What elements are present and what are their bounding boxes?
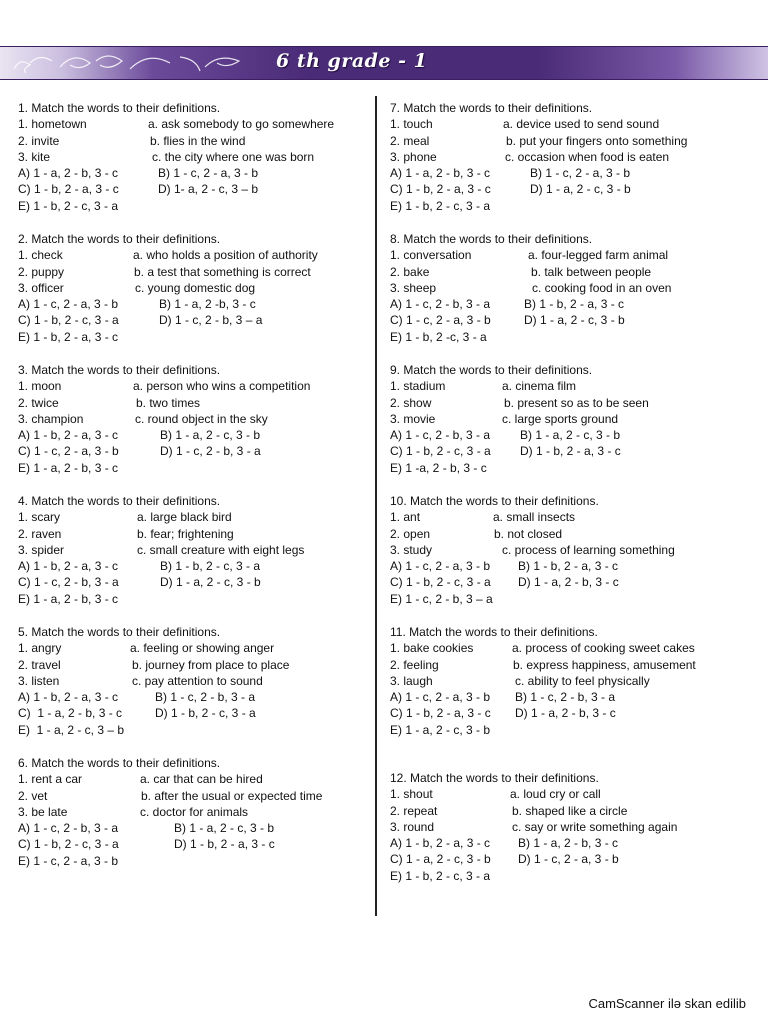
answer-option: C) 1 - b, 2 - a, 3 - c [18,182,119,197]
word-item: 2. twice [18,395,59,410]
match-row [18,247,370,263]
answer-option-row [390,689,760,705]
match-row [18,378,370,394]
definition-item: a. small insects [493,510,576,525]
answer-option: C) 1 - b, 2 - a, 3 - c [390,706,491,721]
question-heading [18,755,370,771]
question-heading [18,100,370,116]
column-divider [375,96,377,916]
question-block [390,770,760,901]
word-item: 3. laugh [390,673,433,688]
word-item: 3. phone [390,149,437,164]
word-item: 1. stadium [390,379,446,394]
left-column [18,100,370,886]
answer-option: C) 1 - c, 2 - a, 3 - b [18,444,119,459]
match-row [18,804,370,820]
word-item: 2. open [390,526,431,541]
match-row [390,411,760,427]
answer-option: B) 1 - a, 2 - c, 3 - b [174,821,275,836]
answer-option: E) 1 -a, 2 - b, 3 - c [390,460,487,475]
match-row [390,395,760,411]
question-heading [18,362,370,378]
definition-item: c. process of learning something [502,542,675,557]
definition-item: b. not closed [494,526,563,541]
floral-ornament-icon [0,47,300,79]
match-row [390,280,760,296]
definition-item: b. present so as to be seen [504,395,649,410]
match-row [18,264,370,280]
definition-item: b. express happiness, amusement [513,657,696,672]
answer-option: A) 1 - a, 2 - b, 3 - c [18,166,119,181]
match-row [390,673,760,689]
match-row [18,640,370,656]
question-heading [390,624,760,640]
match-row [18,509,370,525]
answer-option: B) 1 - a, 2 - b, 3 - c [518,836,619,851]
answer-option: A) 1 - c, 2 - a, 3 - b [390,690,491,705]
definition-item: a. loud cry or call [510,787,601,802]
answer-option: D) 1 - c, 2 - b, 3 – a [159,313,263,328]
answer-option: E) 1 - b, 2 - a, 3 - c [18,329,119,344]
answer-option: A) 1 - b, 2 - a, 3 - c [18,559,119,574]
answer-option-row [390,835,760,851]
definition-item: c. occasion when food is eaten [505,149,670,164]
answer-option: B) 1 - a, 2 - c, 3 - b [520,428,621,443]
match-row [390,509,760,525]
answer-option-row [18,722,370,738]
question-heading [390,231,760,247]
match-row [18,280,370,296]
match-row [18,133,370,149]
answer-option-row [18,165,370,181]
answer-option: D) 1 - c, 2 - a, 3 - b [518,852,619,867]
answer-option: A) 1 - b, 2 - a, 3 - c [18,428,119,443]
answer-option-row [18,574,370,590]
answer-option-row [18,705,370,721]
match-row [18,771,370,787]
match-row [18,673,370,689]
match-row [390,657,760,673]
word-item: 3. round [390,819,435,834]
word-item: 1. angry [18,641,62,656]
question-text: 9. Match the words to their definitions. [390,363,593,377]
definition-item: c. young domestic dog [135,280,256,295]
definition-item: b. talk between people [531,264,652,279]
answer-option-row [18,853,370,869]
match-row [18,542,370,558]
match-row [18,411,370,427]
definition-item: a. who holds a position of authority [133,248,318,263]
answer-option: C) 1 - c, 2 - a, 3 - b [390,313,491,328]
answer-option: E) 1 - b, 2 -c, 3 - a [390,329,487,344]
answer-option-row [18,558,370,574]
question-heading [18,231,370,247]
definition-item: b. two times [136,395,201,410]
word-item: 2. raven [18,526,62,541]
definition-item: b. journey from place to place [132,657,290,672]
answer-option: E) 1 - a, 2 - b, 3 - c [18,460,119,475]
question-text: 11. Match the words to their definitions. [390,625,598,639]
question-text: 7. Match the words to their definitions. [390,101,593,115]
word-item: 3. spider [18,542,65,557]
match-row [18,149,370,165]
definition-item: c. say or write something again [512,819,678,834]
answer-option: E) 1 - a, 2 - b, 3 - c [18,591,119,606]
answer-option: B) 1 - c, 2 - a, 3 - b [530,166,631,181]
definition-item: c. the city where one was born [152,149,315,164]
match-row [18,788,370,804]
word-item: 1. scary [18,510,61,525]
question-heading [390,770,760,786]
answer-option-row [390,558,760,574]
definition-item: a. device used to send sound [503,117,660,132]
answer-option: B) 1 - b, 2 - c, 3 - a [160,559,261,574]
question-text: 2. Match the words to their definitions. [18,232,221,246]
word-item: 3. kite [18,149,51,164]
match-row [390,247,760,263]
word-item: 1. check [18,248,63,263]
definition-item: a. ask somebody to go somewhere [148,117,335,132]
definition-item: c. cooking food in an oven [532,280,672,295]
answer-option-row [18,820,370,836]
word-item: 3. study [390,542,433,557]
answer-option: C) 1 - a, 2 - c, 3 - b [390,852,491,867]
word-item: 3. officer [18,280,64,295]
word-item: 2. vet [18,788,48,803]
match-row [390,786,760,802]
answer-option: B) 1 - a, 2 - c, 3 - b [160,428,261,443]
answer-option: B) 1 - b, 2 - a, 3 - c [524,297,625,312]
answer-option: B) 1 - a, 2 -b, 3 - c [159,297,256,312]
definition-item: a. person who wins a competition [133,379,311,394]
answer-option: D) 1 - a, 2 - c, 3 - b [160,575,261,590]
answer-option: D) 1 - b, 2 - c, 3 - a [155,706,256,721]
word-item: 1. bake cookies [390,641,474,656]
match-row [390,264,760,280]
question-block [390,231,760,362]
word-item: 1. rent a car [18,772,83,787]
match-row [390,542,760,558]
answer-option: E) 1 - a, 2 - c, 3 - b [390,722,491,737]
word-item: 1. touch [390,117,433,132]
definition-item: b. put your fingers onto something [506,133,688,148]
word-item: 2. invite [18,133,60,148]
match-row [390,640,760,656]
answer-option-row [390,198,760,214]
answer-option: A) 1 - c, 2 - b, 3 - a [18,821,119,836]
answer-option-row [390,868,760,884]
definition-item: b. shaped like a circle [512,803,628,818]
word-item: 3. sheep [390,280,437,295]
definition-item: a. four-legged farm animal [528,248,669,263]
answer-option-row [18,198,370,214]
question-block [18,100,370,231]
question-block [390,362,760,493]
answer-option: C) 1 - b, 2 - c, 3 - a [18,837,119,852]
match-row [390,116,760,132]
answer-option-row [390,460,760,476]
answer-option-row [390,329,760,345]
word-item: 2. travel [18,657,61,672]
answer-option-row [18,591,370,607]
answer-option: E) 1 - b, 2 - c, 3 - a [18,198,119,213]
answer-option: D) 1 - a, 2 - b, 3 - c [518,575,619,590]
answer-option-row [18,836,370,852]
definition-item: c. ability to feel physically [515,673,650,688]
definition-item: a. large black bird [137,510,232,525]
scanner-footer: CamScanner ilə skan edilib [588,996,746,1011]
answer-option-row [390,705,760,721]
word-item: 3. listen [18,673,60,688]
answer-option: A) 1 - a, 2 - b, 3 - c [390,166,491,181]
match-row [390,526,760,542]
definition-item: c. large sports ground [502,411,619,426]
word-item: 2. show [390,395,432,410]
word-item: 2. repeat [390,803,438,818]
word-item: 1. conversation [390,248,472,263]
answer-option-row [18,329,370,345]
answer-option: C) 1 - b, 2 - c, 3 - a [390,444,491,459]
question-block [18,362,370,493]
question-block [18,493,370,624]
answer-option: B) 1 - b, 2 - a, 3 - c [518,559,619,574]
answer-option-row [18,181,370,197]
answer-option: D) 1 - b, 2 - a, 3 - c [174,837,275,852]
answer-option-row [18,460,370,476]
answer-option: E) 1 - c, 2 - a, 3 - b [18,853,119,868]
definition-item: c. doctor for animals [140,804,249,819]
answer-option-row [390,427,760,443]
question-heading [18,624,370,640]
definition-item: b. after the usual or expected time [141,788,323,803]
answer-option-row [390,312,760,328]
definition-item: b. flies in the wind [150,133,246,148]
answer-option: C) 1 - a, 2 - b, 3 - c [18,706,123,721]
definition-item: c. pay attention to sound [132,673,263,688]
question-text: 10. Match the words to their definitions. [390,494,599,508]
answer-option: E) 1 - c, 2 - b, 3 – a [390,591,493,606]
word-item: 3. be late [18,804,68,819]
answer-option: E) 1 - b, 2 - c, 3 - a [390,198,491,213]
answer-option: D) 1- a, 2 - c, 3 – b [158,182,259,197]
match-row [390,819,760,835]
match-row [390,378,760,394]
answer-option: A) 1 - b, 2 - a, 3 - c [18,690,119,705]
answer-option: C) 1 - b, 2 - c, 3 - a [18,313,119,328]
question-text: 6. Match the words to their definitions. [18,756,221,770]
word-item: 2. feeling [390,657,439,672]
answer-option: C) 1 - b, 2 - a, 3 - c [390,182,491,197]
word-item: 3. champion [18,411,84,426]
definition-item: a. car that can be hired [140,772,263,787]
answer-option: D) 1 - a, 2 - b, 3 - c [515,706,616,721]
answer-option-row [390,574,760,590]
question-block [390,100,760,231]
match-row [18,526,370,542]
answer-option: B) 1 - c, 2 - b, 3 - a [155,690,256,705]
question-text: 4. Match the words to their definitions. [18,494,221,508]
answer-option-row [18,296,370,312]
match-row [18,116,370,132]
match-row [390,133,760,149]
answer-option: A) 1 - c, 2 - b, 3 - a [390,428,491,443]
definition-item: b. a test that something is correct [134,264,311,279]
question-text: 3. Match the words to their definitions. [18,363,221,377]
answer-option: A) 1 - c, 2 - a, 3 - b [18,297,119,312]
answer-option-row [390,296,760,312]
answer-option: B) 1 - c, 2 - a, 3 - b [158,166,259,181]
word-item: 1. shout [390,787,433,802]
word-item: 2. meal [390,133,430,148]
question-text: 12. Match the words to their definitions. [390,771,599,785]
word-item: 2. puppy [18,264,65,279]
answer-option: C) 1 - c, 2 - b, 3 - a [18,575,119,590]
question-heading [18,493,370,509]
word-item: 2. bake [390,264,430,279]
answer-option-row [390,181,760,197]
word-item: 1. ant [390,510,421,525]
answer-option-row [18,427,370,443]
answer-option-row [18,443,370,459]
match-row [18,395,370,411]
answer-option-row [390,165,760,181]
question-block [390,624,760,770]
word-item: 1. moon [18,379,62,394]
answer-option: B) 1 - c, 2 - b, 3 - a [515,690,616,705]
right-column [390,100,760,901]
answer-option: C) 1 - b, 2 - c, 3 - a [390,575,491,590]
question-block [390,493,760,624]
match-row [18,657,370,673]
question-block [18,231,370,362]
header-banner [0,46,768,80]
definition-item: a. feeling or showing anger [130,641,275,656]
match-row [390,149,760,165]
definition-item: a. cinema film [502,379,577,394]
word-item: 1. hometown [18,117,87,132]
answer-option-row [18,312,370,328]
answer-option: E) 1 - a, 2 - c, 3 – b [18,722,125,737]
answer-option: A) 1 - b, 2 - a, 3 - c [390,836,491,851]
answer-option: D) 1 - a, 2 - c, 3 - b [524,313,625,328]
question-block [18,755,370,886]
question-text: 8. Match the words to their definitions. [390,232,593,246]
answer-option: D) 1 - c, 2 - b, 3 - a [160,444,261,459]
question-text: 5. Match the words to their definitions. [18,625,221,639]
answer-option-row [18,689,370,705]
answer-option-row [390,591,760,607]
page-title: 6 th grade - 1 [276,50,428,72]
answer-option: D) 1 - b, 2 - a, 3 - c [520,444,621,459]
answer-option-row [390,443,760,459]
question-heading [390,493,760,509]
question-heading [390,362,760,378]
answer-option-row [390,722,760,738]
word-item: 3. movie [390,411,436,426]
answer-option: A) 1 - c, 2 - a, 3 - b [390,559,491,574]
definition-item: a. process of cooking sweet cakes [512,641,695,656]
answer-option: D) 1 - a, 2 - c, 3 - b [530,182,631,197]
question-text: 1. Match the words to their definitions. [18,101,221,115]
answer-option-row [390,851,760,867]
question-heading [390,100,760,116]
match-row [390,803,760,819]
question-block [18,624,370,755]
answer-option: E) 1 - b, 2 - c, 3 - a [390,868,491,883]
definition-item: c. round object in the sky [135,411,268,426]
answer-option: A) 1 - c, 2 - b, 3 - a [390,297,491,312]
definition-item: b. fear; frightening [137,526,234,541]
definition-item: c. small creature with eight legs [137,542,305,557]
